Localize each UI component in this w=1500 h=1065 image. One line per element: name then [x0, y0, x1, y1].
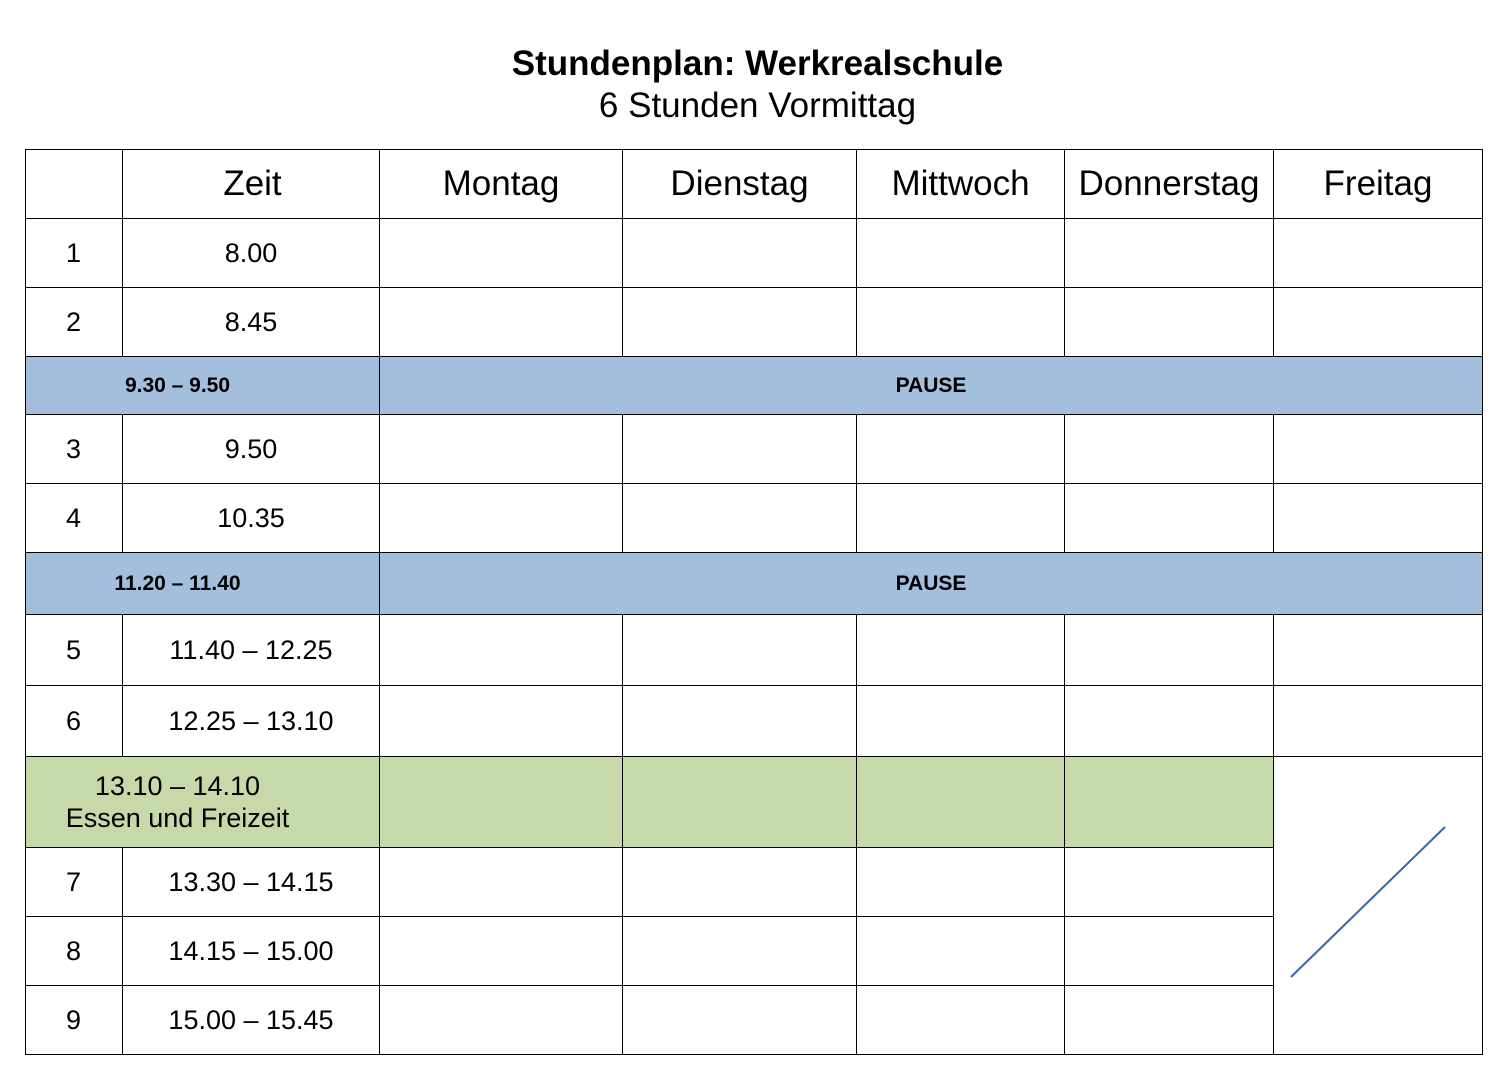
cell-freitag[interactable]: [1274, 219, 1483, 288]
cell-montag[interactable]: [380, 288, 623, 357]
cell-freitag[interactable]: [1274, 484, 1483, 553]
lesson-row-2: [26, 288, 1483, 357]
lesson-row-1: [26, 219, 1483, 288]
cell-donnerstag[interactable]: [1065, 917, 1274, 986]
lesson-number: 3: [26, 415, 123, 484]
lesson-time: 15.00 – 15.45: [123, 986, 380, 1055]
cell-mittwoch[interactable]: [857, 986, 1065, 1055]
lesson-time: 9.50: [123, 415, 380, 484]
cell-dienstag[interactable]: [623, 288, 857, 357]
pause-row-1: [26, 357, 1483, 415]
timetable: [25, 149, 1483, 1055]
cell-mittwoch[interactable]: [857, 686, 1065, 757]
lunch-cell-montag: [380, 757, 623, 848]
cell-montag[interactable]: [380, 986, 623, 1055]
lesson-time: 10.35: [123, 484, 380, 553]
strike-line: [1274, 757, 1481, 1052]
lunch-cell-dienstag: [623, 757, 857, 848]
lesson-row-7: [26, 848, 1483, 917]
lesson-row-8: [26, 917, 1483, 986]
cell-mittwoch[interactable]: [857, 615, 1065, 686]
cell-donnerstag[interactable]: [1065, 484, 1274, 553]
cell-montag[interactable]: [380, 686, 623, 757]
lesson-number: 4: [26, 484, 123, 553]
cell-donnerstag[interactable]: [1065, 415, 1274, 484]
pause-row-2: [26, 553, 1483, 615]
lesson-number: 8: [26, 917, 123, 986]
cell-donnerstag[interactable]: [1065, 686, 1274, 757]
lunch-cell-donnerstag: [1065, 757, 1274, 848]
lesson-time: 12.25 – 13.10: [123, 686, 380, 757]
cell-dienstag[interactable]: [623, 615, 857, 686]
header-mittwoch: Mittwoch: [857, 150, 1065, 219]
freitag-afternoon-blocked: [1274, 757, 1483, 1055]
cell-montag[interactable]: [380, 219, 623, 288]
cell-montag[interactable]: [380, 917, 623, 986]
lunch-row: [26, 757, 1483, 848]
cell-montag[interactable]: [380, 484, 623, 553]
cell-freitag[interactable]: [1274, 415, 1483, 484]
cell-donnerstag[interactable]: [1065, 219, 1274, 288]
lesson-time: 8.00: [123, 219, 380, 288]
page-title: Stundenplan: Werkrealschule: [511, 44, 1004, 83]
lunch-cell-mittwoch: [857, 757, 1065, 848]
cell-montag[interactable]: [380, 848, 623, 917]
header-freitag: Freitag: [1274, 150, 1483, 219]
lesson-time: 13.30 – 14.15: [123, 848, 380, 917]
lunch-time: 13.10 – 14.10: [94, 771, 261, 801]
lesson-number: 7: [26, 848, 123, 917]
cell-donnerstag[interactable]: [1065, 288, 1274, 357]
cell-montag[interactable]: [380, 615, 623, 686]
cell-dienstag[interactable]: [623, 986, 857, 1055]
lesson-row-3: [26, 415, 1483, 484]
cell-dienstag[interactable]: [623, 219, 857, 288]
cell-dienstag[interactable]: [623, 484, 857, 553]
cell-donnerstag[interactable]: [1065, 986, 1274, 1055]
lesson-time: 8.45: [123, 288, 380, 357]
pause-time: 11.20 – 11.40: [26, 553, 380, 615]
lesson-row-4: [26, 484, 1483, 553]
pause-label: PAUSE: [380, 357, 1483, 415]
lunch-block: [26, 757, 380, 848]
lesson-row-5: [26, 615, 1483, 686]
cell-mittwoch[interactable]: [857, 848, 1065, 917]
lesson-row-9: [26, 986, 1483, 1055]
header-montag: Montag: [380, 150, 623, 219]
cell-freitag[interactable]: [1274, 686, 1483, 757]
cell-donnerstag[interactable]: [1065, 615, 1274, 686]
header-donnerstag: Donnerstag: [1065, 150, 1274, 219]
cell-freitag[interactable]: [1274, 615, 1483, 686]
cell-montag[interactable]: [380, 415, 623, 484]
cell-dienstag[interactable]: [623, 415, 857, 484]
lesson-time: 14.15 – 15.00: [123, 917, 380, 986]
header-zeit: Zeit: [123, 150, 380, 219]
lesson-number: 2: [26, 288, 123, 357]
header-row: [26, 150, 1483, 219]
lesson-time: 11.40 – 12.25: [123, 615, 380, 686]
lesson-number: 9: [26, 986, 123, 1055]
pause-time: 9.30 – 9.50: [26, 357, 380, 415]
cell-donnerstag[interactable]: [1065, 848, 1274, 917]
header-dienstag: Dienstag: [623, 150, 857, 219]
cell-mittwoch[interactable]: [857, 288, 1065, 357]
cell-dienstag[interactable]: [623, 848, 857, 917]
page-subtitle: 6 Stunden Vormittag: [598, 86, 917, 125]
lesson-number: 1: [26, 219, 123, 288]
cell-mittwoch[interactable]: [857, 415, 1065, 484]
lesson-number: 5: [26, 615, 123, 686]
header-number: [26, 150, 123, 219]
cell-mittwoch[interactable]: [857, 484, 1065, 553]
lesson-row-6: [26, 686, 1483, 757]
pause-label: PAUSE: [380, 553, 1483, 615]
lunch-label: Essen und Freizeit: [65, 803, 290, 833]
cell-dienstag[interactable]: [623, 917, 857, 986]
cell-freitag[interactable]: [1274, 288, 1483, 357]
cell-mittwoch[interactable]: [857, 917, 1065, 986]
cell-mittwoch[interactable]: [857, 219, 1065, 288]
lesson-number: 6: [26, 686, 123, 757]
cell-dienstag[interactable]: [623, 686, 857, 757]
